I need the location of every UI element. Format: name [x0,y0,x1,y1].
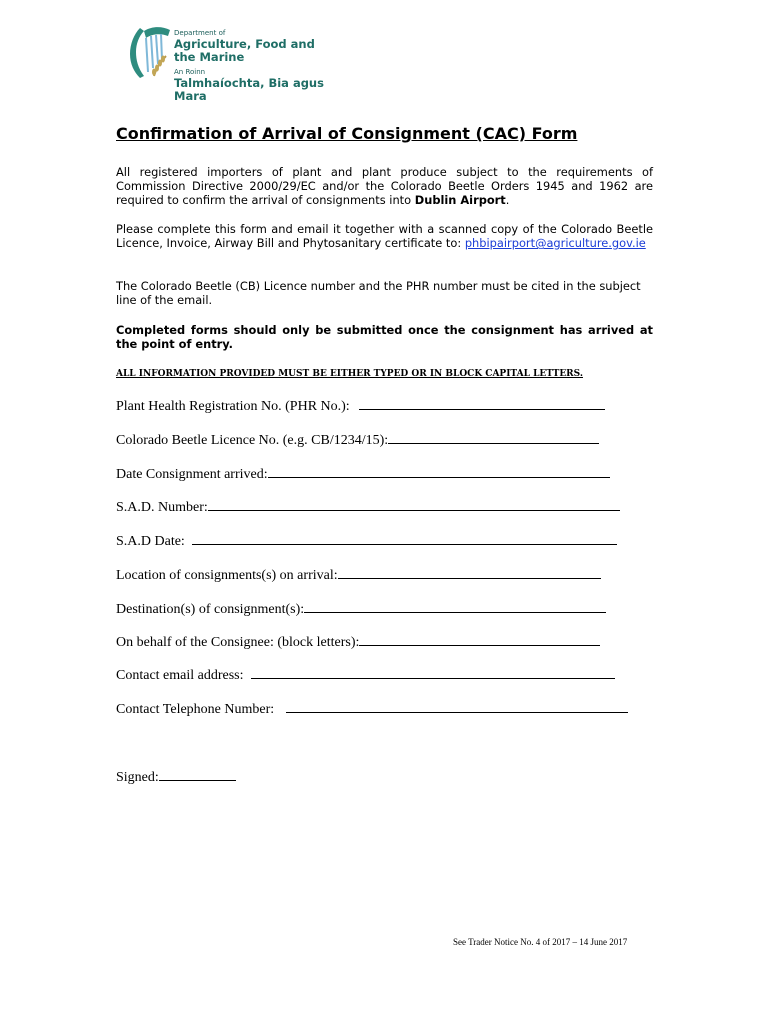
footer-reference: See Trader Notice No. 4 of 2017 – 14 June 2017 [453,937,628,947]
subject-line-paragraph: The Colorado Beetle (CB) Licence number and the PHR number must be cited in the subject line of the email. [116,279,641,308]
logo-dept-line: Department of [174,29,226,37]
submission-note-paragraph: Completed forms should only be submitted once the consignment has arrived at the point of entry. [116,323,653,352]
consignee-label: On behalf of the Consignee: (block letters): [116,635,360,650]
harp-emblem-icon [126,22,172,82]
intro-bold-location: Dublin Airport [414,193,506,208]
signature-field [116,768,236,786]
email-input-line[interactable] [251,666,615,679]
intro-text: All registered importers of plant and plant produce subject to the requirements of Commission Directive 2000/29/EC and/or the Colorado Beetle Orders 1945 and 1962 are required to confirm the arrival of consignments into [116,165,653,208]
logo-irish-prefix: An Roinn [174,68,206,76]
department-logo [126,22,326,106]
cb-licence-input-line[interactable] [388,431,599,444]
date-arrived-field [116,465,610,483]
telephone-input-line[interactable] [286,700,628,713]
date-arrived-input-line[interactable] [268,465,610,478]
instructions-text: Please complete this form and email it together with a scanned copy of the Colorado Beetle Licence, Invoice, Airway Bill and Phytosanitary certificate to: [116,222,653,251]
logo-irish-name: Talmhaíochta, Bia agus Mara [174,76,324,103]
sad-number-label: S.A.D. Number: [116,500,208,515]
cb-licence-field [116,431,599,449]
email-link[interactable]: phbipairport@agriculture.gov.ie [464,236,646,251]
email-field [116,666,615,684]
sad-number-field [116,498,620,516]
logo-english-name: Agriculture, Food and the Marine [174,37,315,64]
destination-label: Destination(s) of consignment(s): [116,602,305,617]
destination-input-line[interactable] [304,600,606,613]
sad-number-input-line[interactable] [208,498,620,511]
signed-label: Signed: [116,770,159,785]
location-label: Location of consignments(s) on arrival: [116,568,338,583]
cb-licence-label: Colorado Beetle Licence No. (e.g. CB/1234/15): [116,433,389,448]
telephone-field [116,700,628,718]
consignee-field [116,633,600,651]
form-title: Confirmation of Arrival of Consignment (CAC) Form [116,124,578,143]
destination-field [116,600,606,618]
location-field [116,566,601,584]
sad-date-label: S.A.D Date: [116,534,185,549]
email-label: Contact email address: [116,668,244,683]
date-arrived-label: Date Consignment arrived: [116,467,268,482]
location-input-line[interactable] [338,566,601,579]
phr-input-line[interactable] [359,397,605,410]
phr-label: Plant Health Registration No. (PHR No.): [116,399,350,414]
sad-date-input-line[interactable] [192,532,617,545]
instructions-paragraph [116,222,653,250]
telephone-label: Contact Telephone Number: [116,702,275,717]
signature-input-line[interactable] [159,768,236,781]
intro-end: . [505,193,510,208]
phr-field [116,397,605,415]
consignee-input-line[interactable] [359,633,600,646]
sad-date-field [116,532,617,550]
block-capitals-notice: ALL INFORMATION PROVIDED MUST BE EITHER TYPED OR IN BLOCK CAPITAL LETTERS. [116,369,583,379]
intro-paragraph [116,165,653,208]
